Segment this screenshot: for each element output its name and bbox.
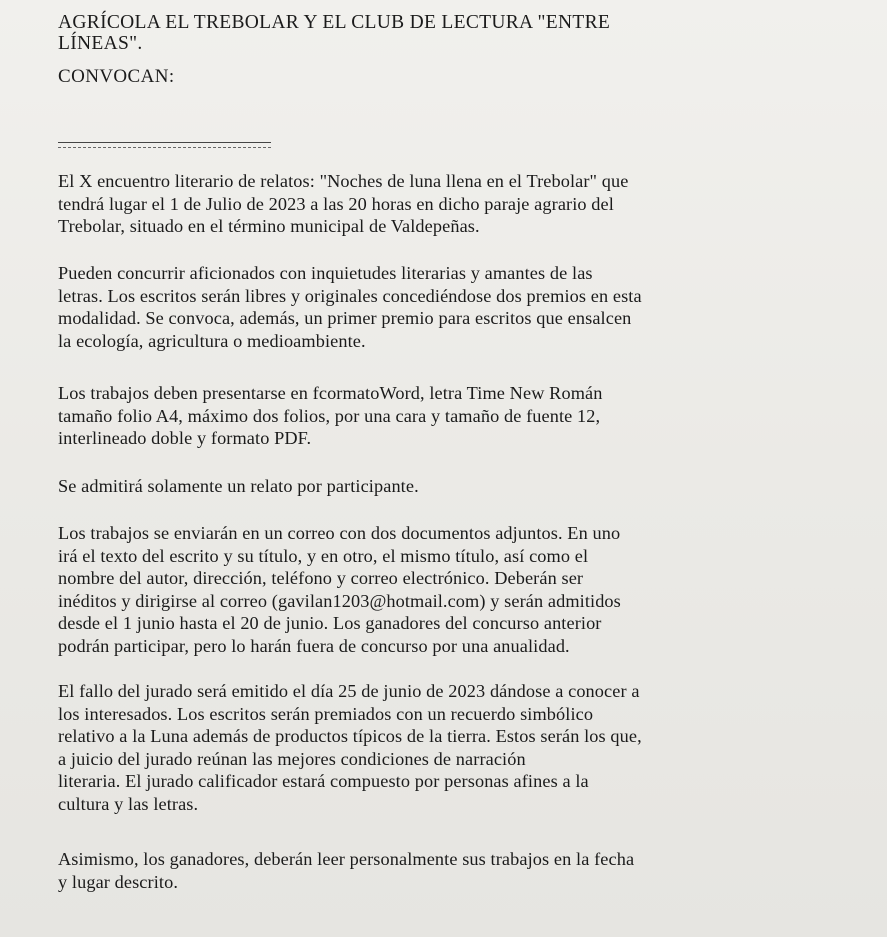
paragraph xyxy=(58,522,877,658)
paragraph-line: Los trabajos se enviarán en un correo con dos documentos adjuntos. En uno xyxy=(58,523,621,543)
separator-rule xyxy=(58,142,271,148)
paragraph-line: y lugar descrito. xyxy=(58,871,178,892)
paragraph-line: desde el 1 junio hasta el 20 de junio. Los ganadores del concurso anterior xyxy=(58,613,602,634)
paragraph-line: Trebolar, situado en el término municipal de Valdepeñas. xyxy=(58,216,480,237)
paragraph-line: interlineado doble y formato PDF. xyxy=(58,428,312,449)
paragraph-line: Asimismo, los ganadores, deberán leer personalmente sus trabajos en la fecha xyxy=(58,849,635,869)
paragraph-line: modalidad. Se convoca, además, un primer premio para escritos que ensalcen xyxy=(58,308,632,329)
title-line: LÍNEAS". xyxy=(58,33,143,54)
paragraph xyxy=(58,680,877,816)
paragraph-line: tendrá lugar el 1 de Julio de 2023 a las 20 horas en dicho paraje agrario del xyxy=(58,193,614,214)
paragraph-line: letras. Los escritos serán libres y originales concediéndose dos premios en esta xyxy=(58,285,642,306)
paragraph xyxy=(58,475,877,498)
paragraph xyxy=(58,382,877,450)
paragraph-line: Los trabajos deben presentarse en fcormatoWord, letra Time New Román xyxy=(58,383,603,403)
paragraph-line: la ecología, agricultura o medioambiente. xyxy=(58,330,366,351)
document-title xyxy=(58,12,877,54)
paragraph-line: El X encuentro literario de relatos: "Noches de luna llena en el Trebolar" que xyxy=(58,171,629,191)
title-line: AGRÍCOLA EL TREBOLAR Y EL CLUB DE LECTURA "ENTRE xyxy=(58,12,611,33)
convocan-heading: CONVOCAN: xyxy=(58,66,175,87)
paragraph-line: El fallo del jurado será emitido el día 25 de junio de 2023 dándose a conocer a xyxy=(58,681,640,701)
paragraph-line: a juicio del jurado reúnan las mejores condiciones de narración xyxy=(58,748,526,769)
paragraph-line: los interesados. Los escritos serán premiados con un recuerdo simbólico xyxy=(58,703,594,724)
paragraph-line: nombre del autor, dirección, teléfono y correo electrónico. Deberán ser xyxy=(58,568,584,589)
paragraph-line: cultura y las letras. xyxy=(58,793,199,814)
paragraph-line: irá el texto del escrito y su título, y en otro, el mismo título, así como el xyxy=(58,545,589,566)
paragraph-line: tamaño folio A4, máximo dos folios, por una cara y tamaño de fuente 12, xyxy=(58,405,601,426)
paragraph-line: relativo a la Luna además de productos típicos de la tierra. Estos serán los que, xyxy=(58,726,642,747)
paragraph-line: literaria. El jurado calificador estará compuesto por personas afines a la xyxy=(58,771,589,792)
paragraph-line: podrán participar, pero lo harán fuera de concurso por una anualidad. xyxy=(58,635,570,656)
paragraph xyxy=(58,262,877,352)
paragraph xyxy=(58,848,877,893)
paragraph-line: Pueden concurrir aficionados con inquietudes literarias y amantes de las xyxy=(58,263,593,283)
paragraph-line: Se admitirá solamente un relato por participante. xyxy=(58,476,419,496)
paragraph xyxy=(58,170,877,238)
paragraph-line: inéditos y dirigirse al correo (gavilan1203@hotmail.com) y serán admitidos xyxy=(58,590,621,611)
